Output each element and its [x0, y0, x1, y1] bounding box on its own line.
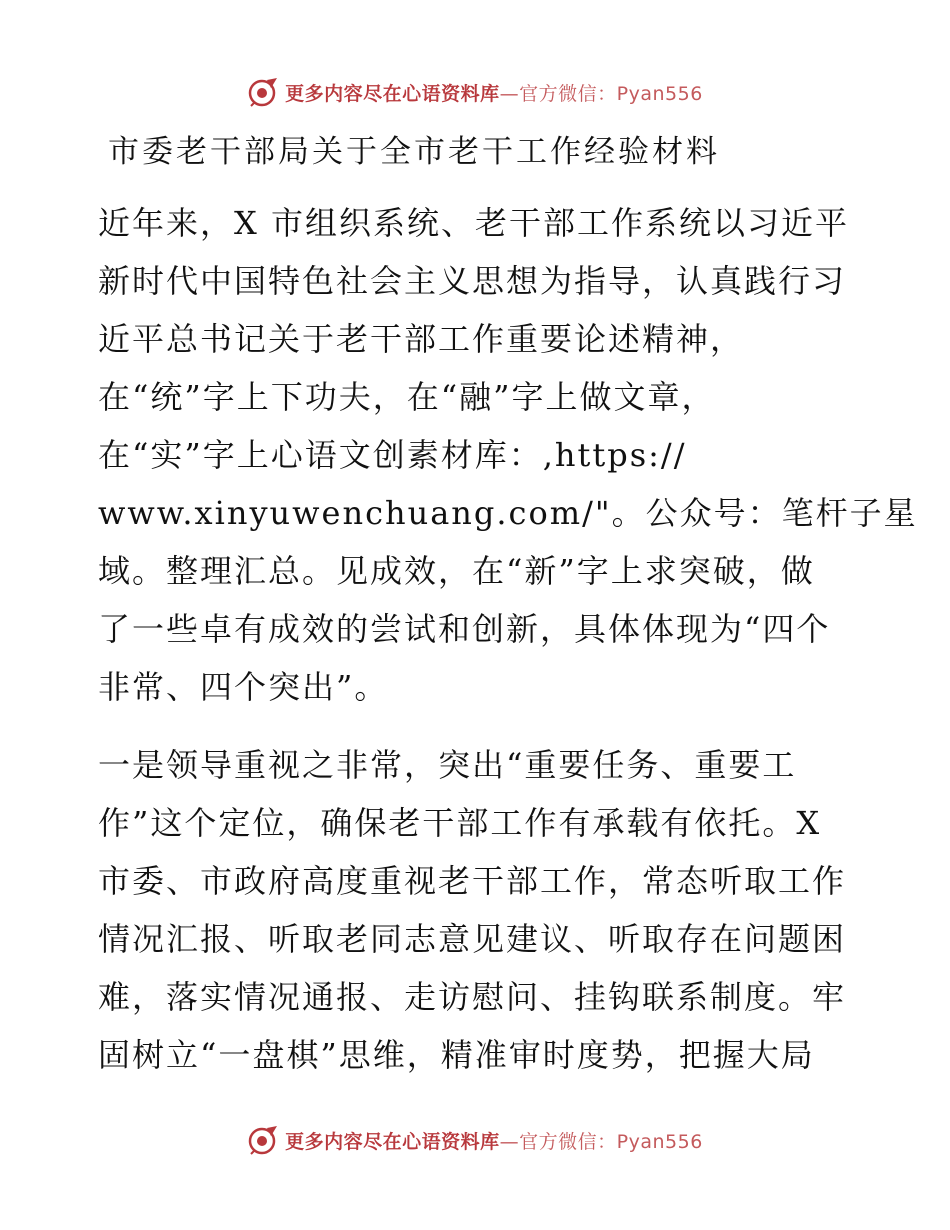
- paragraph-line: 难，落实情况通报、走访慰问、挂钩联系制度。牢: [98, 978, 847, 1016]
- paragraph-line: 作”这个定位，确保老干部工作有承载有依托。X: [98, 804, 822, 842]
- paragraph-line: 非常、四个突出”。: [98, 668, 389, 706]
- watermark-main: 更多内容尽在心语资料库: [285, 1130, 500, 1153]
- document-title: 市委老干部局关于全市老干工作经验材料: [108, 134, 720, 170]
- paragraph-line: 市委、市政府高度重视老干部工作，常态听取工作: [98, 862, 847, 900]
- paragraph-line: 近平总书记关于老干部工作重要论述精神，: [98, 320, 745, 358]
- paragraph-line: 新时代中国特色社会主义思想为指导，认真践行习: [98, 262, 847, 300]
- header-watermark: [0, 72, 950, 112]
- watermark-sub: —官方微信：Pyan556: [499, 1130, 703, 1153]
- paragraph-line: 情况汇报、听取老同志意见建议、听取存在问题困: [98, 920, 847, 958]
- paragraph-line: 固树立“一盘棋”思维，精准审时度势，把握大局: [98, 1036, 815, 1074]
- watermark-main: 更多内容尽在心语资料库: [285, 82, 500, 105]
- paragraph-2: [98, 736, 858, 1084]
- paragraph-line: 一是领导重视之非常，突出“重要任务、重要工: [98, 746, 797, 784]
- paragraph-line: 域。整理汇总。见成效，在“新”字上求突破，做: [98, 552, 815, 590]
- watermark-text: [285, 1127, 703, 1154]
- paragraph-1: [98, 194, 918, 716]
- paragraph-line: 近年来，X 市组织系统、老干部工作系统以习近平: [98, 204, 849, 242]
- watermark-sub: —官方微信：Pyan556: [499, 82, 703, 105]
- pen-logo-icon: [247, 1124, 279, 1156]
- paragraph-line: 了一些卓有成效的尝试和创新，具体体现为“四个: [98, 610, 831, 648]
- paragraph-line: 在“统”字上下功夫，在“融”字上做文章，: [98, 378, 716, 416]
- pen-logo-icon: [247, 76, 279, 108]
- paragraph-line: www.xinyuwenchuang.com/"。公众号：笔杆子星: [98, 494, 918, 532]
- paragraph-line: 在“实”字上心语文创素材库：,https://: [98, 436, 687, 474]
- watermark-text: [285, 79, 703, 106]
- footer-watermark: [0, 1120, 950, 1160]
